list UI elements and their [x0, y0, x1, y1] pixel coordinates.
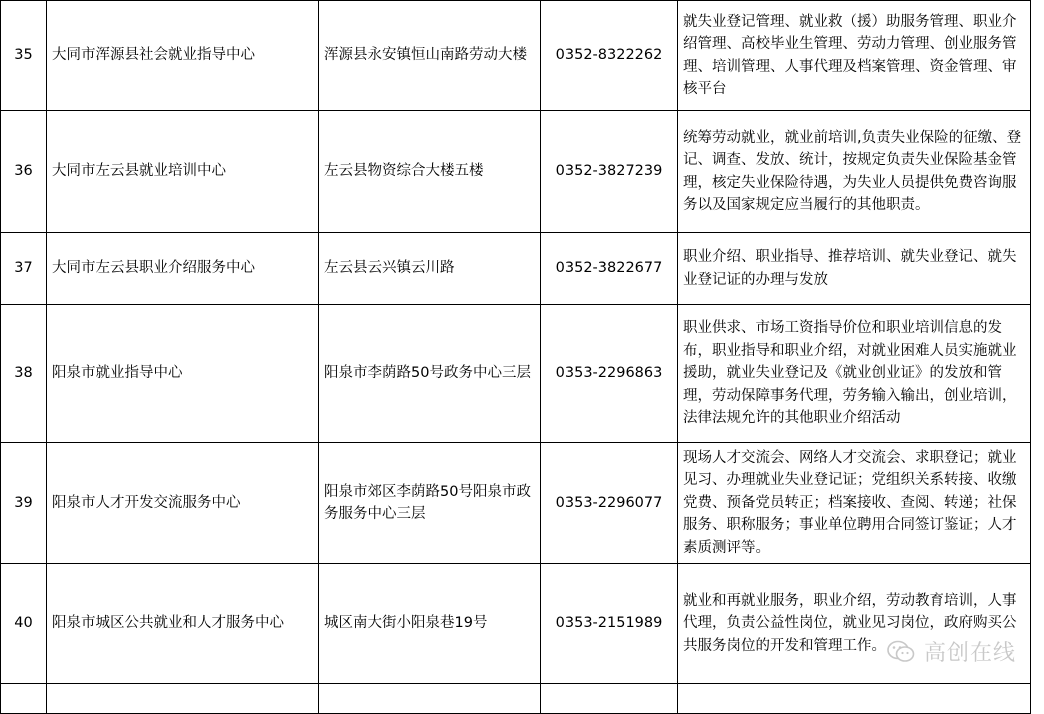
table-row	[1, 111, 1031, 233]
empty-cell	[47, 684, 319, 714]
org-duty: 就失业登记管理、就业救（援）助服务管理、职业介绍管理、高校毕业生管理、劳动力管理、创业服务管理、培训管理、人事代理及档案管理、资金管理、审核平台	[678, 1, 1031, 111]
org-name: 大同市浑源县社会就业指导中心	[47, 1, 319, 111]
row-number: 35	[1, 1, 47, 111]
org-address: 浑源县永安镇恒山南路劳动大楼	[319, 1, 541, 111]
empty-cell	[541, 684, 678, 714]
row-number: 38	[1, 305, 47, 443]
org-address: 阳泉市李荫路50号政务中心三层	[319, 305, 541, 443]
table-row	[1, 564, 1031, 684]
org-name: 大同市左云县职业介绍服务中心	[47, 233, 319, 305]
org-duty: 统筹劳动就业，就业前培训,负责失业保险的征缴、登记、调查、发放、统计，按规定负责失业保险基金管理，核定失业保险待遇，为失业人员提供免费咨询服务以及国家规定应当履行的其他职责。	[678, 111, 1031, 233]
org-name: 阳泉市人才开发交流服务中心	[47, 443, 319, 564]
org-name: 大同市左云县就业培训中心	[47, 111, 319, 233]
org-duty: 职业介绍、职业指导、推荐培训、就失业登记、就失业登记证的办理与发放	[678, 233, 1031, 305]
org-address: 城区南大街小阳泉巷19号	[319, 564, 541, 684]
org-phone: 0352-8322262	[541, 1, 678, 111]
org-duty: 就业和再就业服务，职业介绍，劳动教育培训，人事代理，负责公益性岗位，就业见习岗位，政府购买公共服务岗位的开发和管理工作。	[678, 564, 1031, 684]
empty-cell	[1, 684, 47, 714]
watermark-text: 高创在线	[923, 641, 1016, 666]
org-name: 阳泉市城区公共就业和人才服务中心	[47, 564, 319, 684]
table-row	[1, 305, 1031, 443]
table-row	[1, 1, 1031, 111]
empty-cell	[678, 684, 1031, 714]
org-phone: 0353-2151989	[541, 564, 678, 684]
table-row	[1, 443, 1031, 564]
row-number: 36	[1, 111, 47, 233]
table-row	[1, 233, 1031, 305]
org-phone: 0353-2296863	[541, 305, 678, 443]
org-address: 左云县物资综合大楼五楼	[319, 111, 541, 233]
row-number: 40	[1, 564, 47, 684]
empty-cell	[319, 684, 541, 714]
org-address: 阳泉市郊区李荫路50号阳泉市政务服务中心三层	[319, 443, 541, 564]
org-phone: 0352-3827239	[541, 111, 678, 233]
row-number: 37	[1, 233, 47, 305]
row-number: 39	[1, 443, 47, 564]
org-duty: 职业供求、市场工资指导价位和职业培训信息的发布，职业指导和职业介绍，对就业困难人员实施就业援助，就业失业登记及《就业创业证》的发放和管理，劳动保障事务代理，劳务输入输出，创业培训，法律法规允许的其他职业介绍活动	[678, 305, 1031, 443]
org-duty: 现场人才交流会、网络人才交流会、求职登记；就业见习、办理就业失业登记证；党组织关系转接、收缴党费、预备党员转正；档案接收、查阅、转递；社保服务、职称服务；事业单位聘用合同签订鉴证；人才素质测评等。	[678, 443, 1031, 564]
org-phone: 0352-3822677	[541, 233, 678, 305]
org-phone: 0353-2296077	[541, 443, 678, 564]
table-row-partial	[1, 684, 1031, 714]
org-name: 阳泉市就业指导中心	[47, 305, 319, 443]
org-address: 左云县云兴镇云川路	[319, 233, 541, 305]
